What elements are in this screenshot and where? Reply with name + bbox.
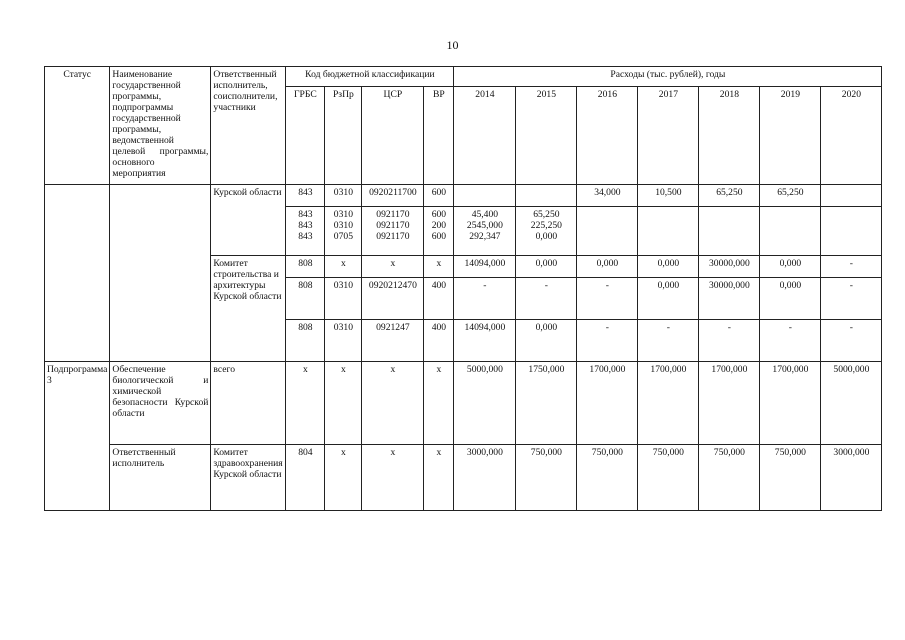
- rzpr-cell: 0310 0310 0705: [325, 207, 362, 256]
- value-cell: 34,000: [577, 185, 638, 207]
- header-year: 2015: [516, 87, 577, 185]
- value-cell: -: [821, 278, 882, 320]
- value-cell: -: [699, 320, 760, 362]
- vr-cell: x: [424, 256, 454, 278]
- header-year: 2017: [638, 87, 699, 185]
- value-cell: 10,500: [638, 185, 699, 207]
- grbs-cell: 808: [286, 320, 325, 362]
- value-cell: 1700,000: [638, 362, 699, 445]
- value-cell: 750,000: [516, 445, 577, 511]
- grbs-cell: 843: [286, 185, 325, 207]
- value-cell: 0,000: [638, 256, 699, 278]
- executor-cell: Комитет строительства и архитектуры Курской области: [211, 256, 286, 362]
- rzpr-cell: x: [325, 445, 362, 511]
- csr-cell: 0921170 0921170 0921170: [362, 207, 424, 256]
- value-cell: 750,000: [760, 445, 821, 511]
- header-year: 2014: [454, 87, 516, 185]
- value-cell: [821, 207, 882, 256]
- table-row: [45, 362, 882, 445]
- page-number: 10: [446, 38, 459, 52]
- status-cell: Подпрограмма 3: [45, 362, 110, 511]
- value-cell: 1700,000: [699, 362, 760, 445]
- value-cell: 30000,000: [699, 256, 760, 278]
- table-row: [45, 445, 882, 511]
- value-cell: 0,000: [516, 320, 577, 362]
- csr-cell: x: [362, 362, 424, 445]
- value-cell: -: [577, 278, 638, 320]
- vr-cell: x: [424, 445, 454, 511]
- rzpr-cell: 0310: [325, 320, 362, 362]
- vr-cell: x: [424, 362, 454, 445]
- vr-cell: 400: [424, 320, 454, 362]
- csr-cell: 0920211700: [362, 185, 424, 207]
- header-budget-code: Код бюджетной классификации: [286, 67, 454, 87]
- header-grbs: ГРБС: [286, 87, 325, 185]
- value-cell: 3000,000: [454, 445, 516, 511]
- value-cell: [821, 185, 882, 207]
- value-cell: 14094,000: [454, 320, 516, 362]
- executor-cell: Комитет здравоохранения Курской области: [211, 445, 286, 511]
- name-cell: Ответственный исполнитель: [110, 445, 211, 511]
- csr-cell: 0921247: [362, 320, 424, 362]
- rzpr-cell: 0310: [325, 185, 362, 207]
- value-cell: 3000,000: [821, 445, 882, 511]
- header-executor: Ответственный исполнитель, соисполнители, участники: [211, 67, 286, 185]
- grbs-cell: 843 843 843: [286, 207, 325, 256]
- value-cell: 1700,000: [760, 362, 821, 445]
- value-cell: [638, 207, 699, 256]
- value-cell: 0,000: [516, 256, 577, 278]
- csr-cell: 0920212470: [362, 278, 424, 320]
- rzpr-cell: x: [325, 256, 362, 278]
- header-row: [45, 67, 882, 87]
- value-cell: 750,000: [699, 445, 760, 511]
- vr-cell: 600 200 600: [424, 207, 454, 256]
- value-cell: 0,000: [577, 256, 638, 278]
- header-year: 2019: [760, 87, 821, 185]
- csr-cell: x: [362, 445, 424, 511]
- value-cell: [577, 207, 638, 256]
- value-cell: -: [516, 278, 577, 320]
- value-cell: 5000,000: [821, 362, 882, 445]
- value-cell: 30000,000: [699, 278, 760, 320]
- value-cell: 65,250 225,250 0,000: [516, 207, 577, 256]
- grbs-cell: 808: [286, 278, 325, 320]
- value-cell: 750,000: [638, 445, 699, 511]
- value-cell: [760, 207, 821, 256]
- header-csr: ЦСР: [362, 87, 424, 185]
- status-cell: [45, 185, 110, 362]
- value-cell: -: [454, 278, 516, 320]
- value-cell: 750,000: [577, 445, 638, 511]
- value-cell: 1750,000: [516, 362, 577, 445]
- value-cell: 65,250: [760, 185, 821, 207]
- name-cell: Обеспечение биологической и химической безопасности Курской области: [110, 362, 211, 445]
- value-cell: -: [760, 320, 821, 362]
- header-name: Наименование государственной программы, подпрограммы государственной программы, ведомственной целевой программы, основного мероприятия: [110, 67, 211, 185]
- value-cell: 14094,000: [454, 256, 516, 278]
- header-expenses: Расходы (тыс. рублей), годы: [454, 67, 882, 87]
- name-cell: [110, 185, 211, 362]
- value-cell: -: [821, 256, 882, 278]
- rzpr-cell: x: [325, 362, 362, 445]
- header-year: 2018: [699, 87, 760, 185]
- executor-cell: Курской области: [211, 185, 286, 256]
- header-year: 2020: [821, 87, 882, 185]
- value-cell: [454, 185, 516, 207]
- value-cell: [699, 207, 760, 256]
- header-vr: ВР: [424, 87, 454, 185]
- table-row: [45, 185, 882, 207]
- value-cell: 0,000: [760, 256, 821, 278]
- value-cell: -: [638, 320, 699, 362]
- value-cell: 45,400 2545,000 292,347: [454, 207, 516, 256]
- csr-cell: x: [362, 256, 424, 278]
- budget-table: [44, 66, 882, 511]
- executor-cell: всего: [211, 362, 286, 445]
- value-cell: -: [577, 320, 638, 362]
- header-status: Статус: [45, 67, 110, 185]
- value-cell: 0,000: [638, 278, 699, 320]
- vr-cell: 600: [424, 185, 454, 207]
- rzpr-cell: 0310: [325, 278, 362, 320]
- value-cell: 1700,000: [577, 362, 638, 445]
- value-cell: [516, 185, 577, 207]
- value-cell: 5000,000: [454, 362, 516, 445]
- value-cell: 65,250: [699, 185, 760, 207]
- value-cell: -: [821, 320, 882, 362]
- header-rzpr: РзПр: [325, 87, 362, 185]
- value-cell: 0,000: [760, 278, 821, 320]
- header-year: 2016: [577, 87, 638, 185]
- grbs-cell: x: [286, 362, 325, 445]
- grbs-cell: 808: [286, 256, 325, 278]
- grbs-cell: 804: [286, 445, 325, 511]
- vr-cell: 400: [424, 278, 454, 320]
